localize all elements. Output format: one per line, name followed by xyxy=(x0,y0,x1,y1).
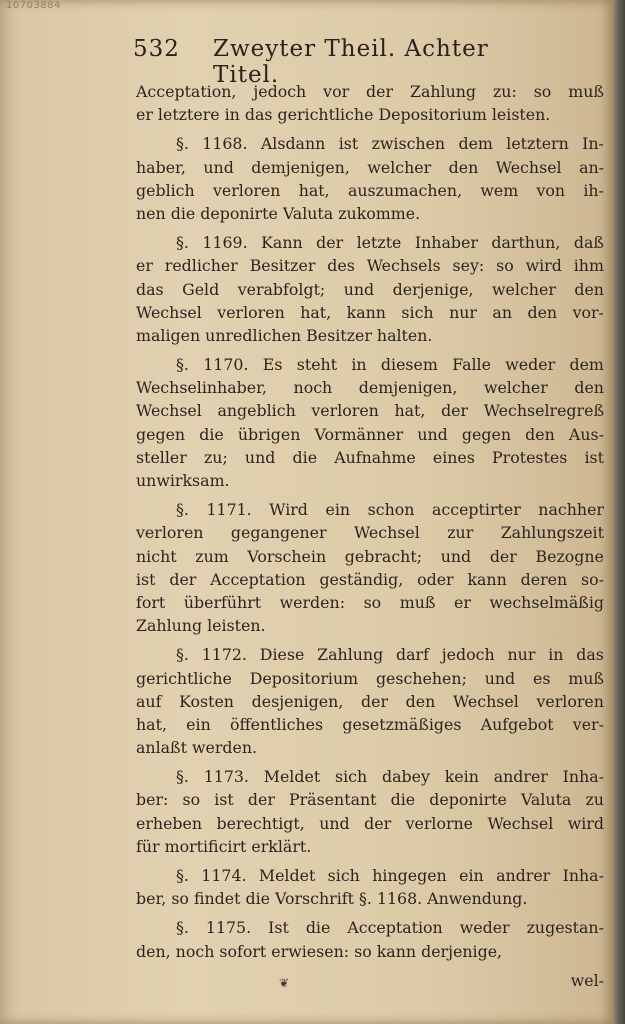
text-line: das Geld verabfolgt; und derjenige, welcher den xyxy=(136,279,604,299)
text-line: erheben berechtigt, und der verlorne Wechsel wird xyxy=(136,813,604,833)
paragraph xyxy=(136,353,604,492)
text-line: ist der Acceptation geständig, oder kann deren so- xyxy=(136,569,604,589)
text-line: gerichtliche Depositorium geschehen; und es muß xyxy=(136,668,604,688)
decorative-mark: ❦ xyxy=(279,976,290,990)
text-line: haber, und demjenigen, welcher den Wechsel an- xyxy=(136,157,604,177)
paragraph xyxy=(136,916,604,962)
text-line: ber: so ist der Präsentant die deponirte Valuta zu xyxy=(136,790,604,810)
text-line: hat, ein öffentliches gesetzmäßiges Aufgebot ver- xyxy=(136,714,604,734)
paragraph xyxy=(136,765,604,858)
catchword: wel- xyxy=(570,970,604,990)
text-line: fort überführt werden: so muß er wechselmäßig xyxy=(136,592,604,612)
text-line: §. 1174. Meldet sich hingegen ein andrer Inha- xyxy=(176,866,604,885)
text-line: Wechsel angeblich verloren hat, der Wechselregreß xyxy=(136,401,604,421)
text-line: maligen unredlichen Besitzer halten. xyxy=(136,325,433,345)
text-line: §. 1172. Diese Zahlung darf jedoch nur in das xyxy=(176,645,604,665)
body-text xyxy=(136,80,604,992)
running-head: Zweyter Theil. Achter Titel. xyxy=(213,36,489,88)
text-line: geblich verloren hat, auszumachen, wem von ih- xyxy=(136,180,604,200)
text-line: Acceptation, jedoch vor der Zahlung zu: so muß xyxy=(136,82,604,101)
text-line: Wechselinhaber, noch demjenigen, welcher den xyxy=(136,378,604,398)
text-line: anlaßt werden. xyxy=(136,738,258,758)
paragraph xyxy=(136,864,604,910)
text-line: gegen die übrigen Vormänner und gegen den Aus- xyxy=(136,424,604,444)
paragraph xyxy=(136,132,604,225)
paragraph xyxy=(136,498,604,637)
text-line: auf Kosten desjenigen, der den Wechsel verloren xyxy=(136,691,604,711)
text-line: Wechsel verloren hat, kann sich nur an den vor- xyxy=(136,302,604,322)
text-line: §. 1169. Kann der letzte Inhaber darthun, daß xyxy=(176,233,604,253)
text-line: den, noch sofort erwiesen: so kann derjenige, xyxy=(136,941,503,961)
text-line: §. 1170. Es steht in diesem Falle weder dem xyxy=(176,355,604,375)
text-line: nen die deponirte Valuta zukomme. xyxy=(136,203,421,223)
paragraph xyxy=(136,231,604,347)
text-line: für mortificirt erklärt. xyxy=(136,836,312,856)
text-line: unwirksam. xyxy=(136,471,230,490)
text-line: er letztere in das gerichtliche Depositorium leisten. xyxy=(136,105,551,125)
text-line: er redlicher Besitzer des Wechsels sey: so wird ihm xyxy=(136,256,604,276)
text-line: nicht zum Vorschein gebracht; und der Bezogne xyxy=(136,546,604,566)
page-number: 532 xyxy=(133,36,180,62)
text-line: §. 1173. Meldet sich dabey kein andrer Inha- xyxy=(176,767,604,787)
book-gutter xyxy=(613,0,625,1024)
catalog-id: 10703884 xyxy=(6,0,61,11)
text-line: ber, so findet die Vorschrift §. 1168. Anwendung. xyxy=(136,889,528,909)
page-header xyxy=(133,36,553,88)
paragraph xyxy=(136,80,604,126)
text-line: steller zu; und die Aufnahme eines Protestes ist xyxy=(136,447,604,467)
text-line: §. 1171. Wird ein schon acceptirter nachher xyxy=(176,500,604,520)
text-line: §. 1175. Ist die Acceptation weder zugestan- xyxy=(176,918,604,938)
text-line: verloren gegangener Wechsel zur Zahlungszeit xyxy=(136,523,604,543)
paragraph xyxy=(136,643,604,759)
text-line: Zahlung leisten. xyxy=(136,616,266,636)
text-line: §. 1168. Alsdann ist zwischen dem letztern In- xyxy=(176,134,604,154)
